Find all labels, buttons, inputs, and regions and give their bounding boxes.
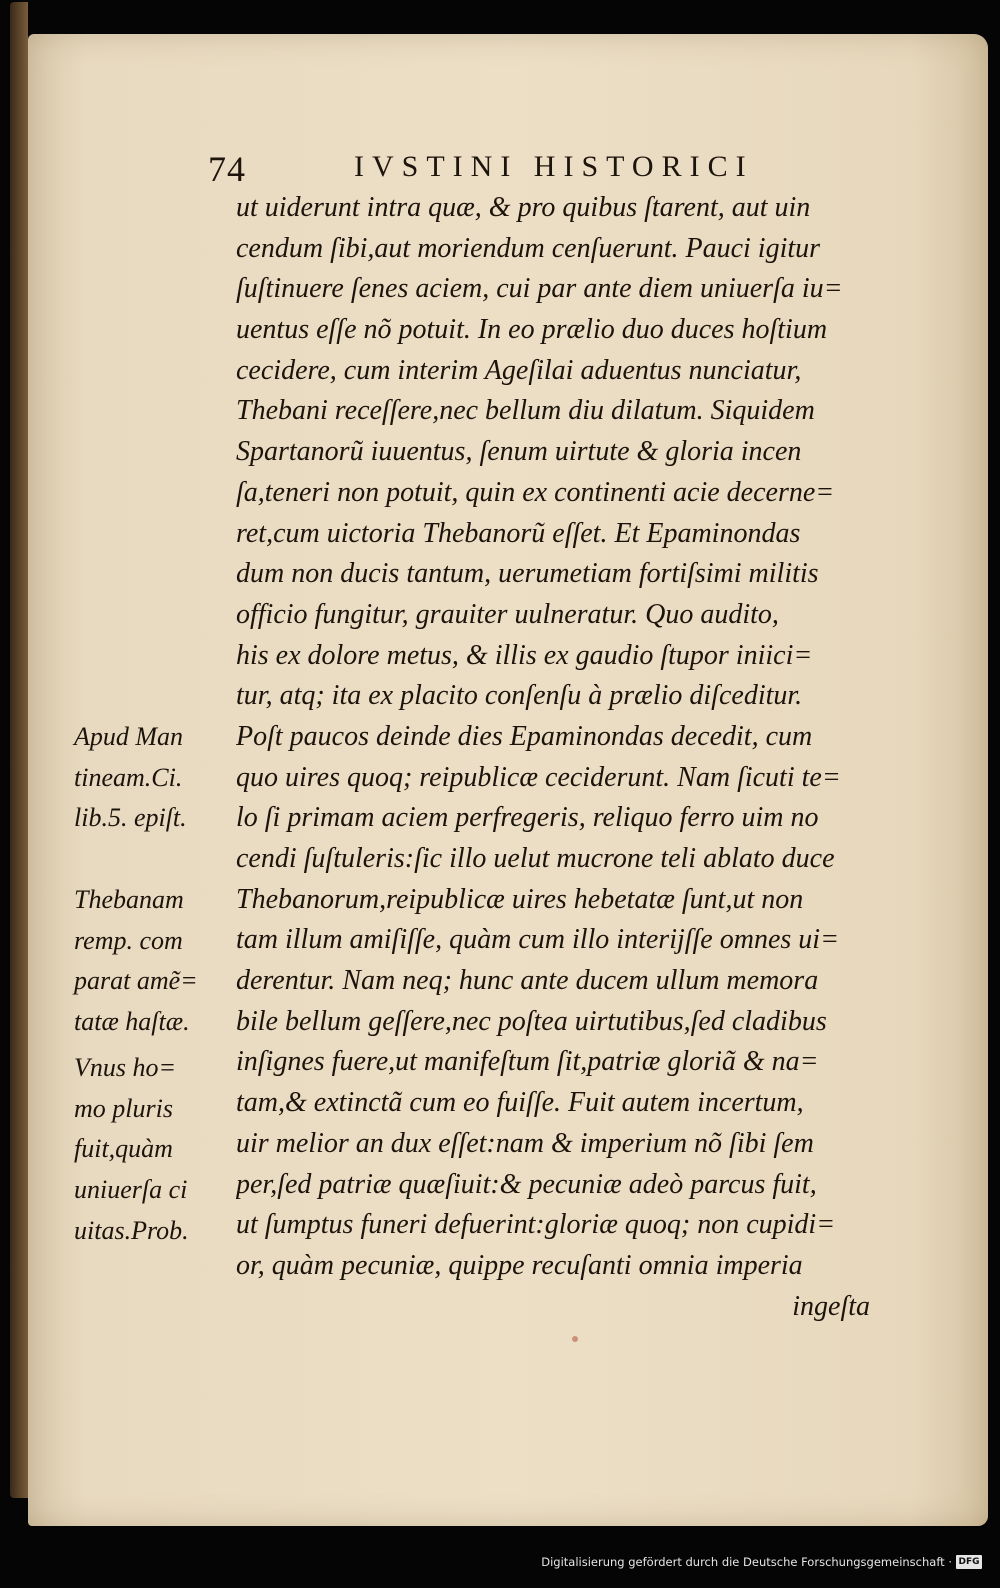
margin-note-line: uniuerſa ci xyxy=(74,1175,188,1205)
text-line: uir melior an dux eſſet:nam & imperium nõ ſibi ſem xyxy=(236,1127,814,1159)
text-line: bile bellum geſſere,nec poſtea uirtutibus,ſed cladibus xyxy=(236,1005,827,1037)
text-line: ut uiderunt intra quæ, & pro quibus ſtarent, aut uin xyxy=(236,192,811,223)
text-line: cecidere, cum interim Ageſilai aduentus nunciatur, xyxy=(236,354,802,386)
text-line: Thebanorum,reipublicæ uires hebetatæ ſunt,ut non xyxy=(236,883,804,915)
margin-note-line: Apud Man xyxy=(74,722,184,751)
text-line: Poſt paucos deinde dies Epaminondas decedit, cum xyxy=(236,720,813,752)
text-line: quo uires quoq; reipublicæ ceciderunt. Nam ſicuti te= xyxy=(236,761,841,793)
margin-note-line: Thebanam xyxy=(74,885,184,914)
dfg-logo-icon: DFG xyxy=(956,1555,982,1569)
margin-note-line: tineam.Ci. xyxy=(74,762,183,792)
text-line: lo ſi primam aciem perfregeris, reliquo ferro uim no xyxy=(236,802,819,834)
text-line: Spartanorũ iuuentus, ſenum uirtute & gloria incen xyxy=(236,436,802,468)
text-line: derentur. Nam neq; hunc ante ducem ullum memora xyxy=(236,965,819,997)
text-line: Thebani receſſere,nec bellum diu dilatum. Siquidem xyxy=(236,395,815,427)
margin-note-line: parat amẽ= xyxy=(74,966,198,996)
text-line: ſuſtinuere ſenes aciem, cui par ante diem uniuerſa iu= xyxy=(236,273,843,305)
text-line: inſignes fuere,ut manifeſtum ſit,patriæ gloriã & na= xyxy=(236,1046,819,1078)
margin-note-line: lib.5. epiſt. xyxy=(74,803,187,833)
margin-note-3 xyxy=(74,1048,224,1251)
margin-note-line: fuit,quàm xyxy=(74,1134,173,1164)
text-line: officio fungitur, grauiter uulneratur. Quo audito, xyxy=(236,598,779,630)
margin-note-line: remp. com xyxy=(74,925,183,955)
catchword: ingeſta xyxy=(792,1290,870,1322)
folio-number: 74 xyxy=(208,149,246,189)
text-line: ret,cum uictoria Thebanorũ eſſet. Et Epaminondas xyxy=(236,517,801,549)
text-line: per,ſed patriæ quæſiuit:& pecuniæ adeò parcus fuit, xyxy=(236,1168,817,1200)
margin-note-line: tatæ haſtæ. xyxy=(74,1007,190,1037)
text-line: tur, atq; ita ex placito conſenſu à prælio diſceditur. xyxy=(236,680,803,712)
margin-note-line: Vnus ho= xyxy=(74,1053,177,1082)
main-text-block xyxy=(236,188,886,1327)
text-line: dum non ducis tantum, uerumetiam fortiſsimi militis xyxy=(236,558,819,590)
text-line: tam illum amiſiſſe, quàm cum illo interijſſe omnes ui= xyxy=(236,924,839,956)
text-line: ut ſumptus funeri defuerint:gloriæ quoq; non cupidi= xyxy=(236,1209,836,1241)
text-line: his ex dolore metus, & illis ex gaudio ſtupor iniici= xyxy=(236,639,813,671)
funding-credit: Digitalisierung gefördert durch die Deutsche Forschungsgemeinschaft · xyxy=(541,1555,952,1569)
margin-note-line: mo pluris xyxy=(74,1093,173,1123)
ink-spot xyxy=(572,1336,578,1342)
text-line: tam,& extinctã cum eo fuiſſe. Fuit autem incertum, xyxy=(236,1087,804,1119)
text-line: uentus eſſe nõ potuit. In eo prælio duo duces hoſtium xyxy=(236,314,828,346)
text-line: or, quàm pecuniæ, quippe recuſanti omnia imperia xyxy=(236,1249,803,1281)
running-title: IVSTINI HISTORICI xyxy=(354,150,754,183)
margin-note-line: uitas.Prob. xyxy=(74,1215,189,1245)
page-header xyxy=(208,148,818,188)
margin-note-2 xyxy=(74,880,224,1043)
text-line: cendum ſibi,aut moriendum cenſuerunt. Pauci igitur xyxy=(236,232,821,264)
margin-note-1 xyxy=(74,717,224,839)
book-spine-edge xyxy=(10,2,28,1498)
text-line: cendi ſuſtuleris:ſic illo uelut mucrone teli ablato duce xyxy=(236,843,835,874)
text-line: ſa,teneri non potuit, quin ex continenti acie decerne= xyxy=(236,476,835,508)
digitization-footer xyxy=(541,1551,982,1573)
